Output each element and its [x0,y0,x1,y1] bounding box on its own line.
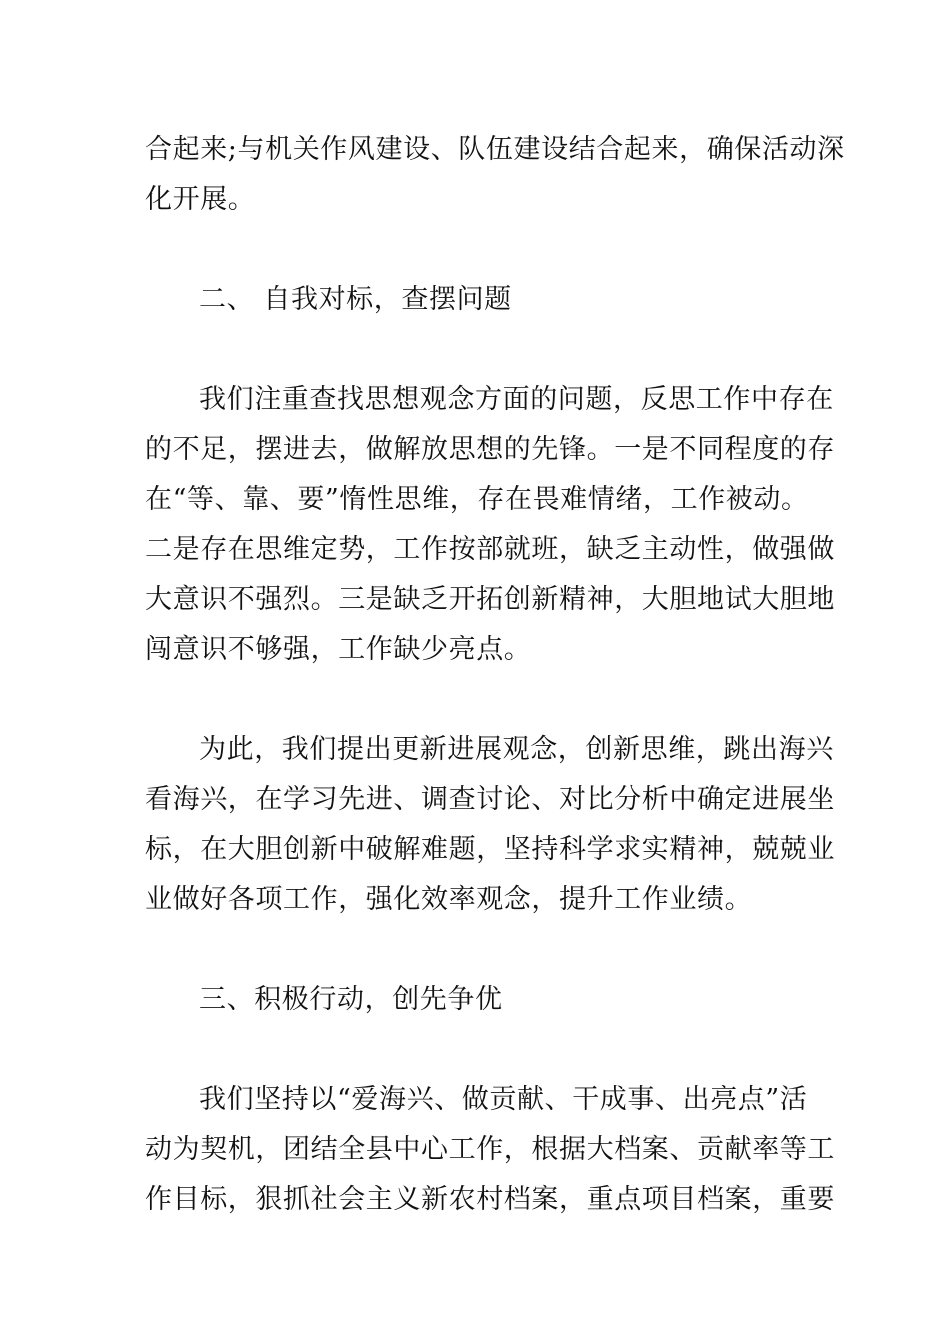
paragraph-line: 的不足，摆进去，做解放思想的先锋。一是不同程度的存 [145,434,835,465]
paragraph-line: 作目标，狠抓社会主义新农村档案，重点项目档案，重要 [145,1184,835,1215]
paragraph-line: 为此，我们提出更新进展观念，创新思维，跳出海兴 [199,734,834,765]
paragraph-line: 业做好各项工作，强化效率观念，提升工作业绩。 [145,884,753,915]
paragraph-line: 标，在大胆创新中破解难题，坚持科学求实精神，兢兢业 [145,834,835,865]
paragraph-line: 我们坚持以“爱海兴、做贡献、干成事、出亮点”活 [199,1084,808,1115]
paragraph-line: 化开展。 [145,184,256,215]
section-heading: 三、积极行动，创先争优 [199,984,503,1015]
section-heading: 二、 自我对标，查摆问题 [199,284,512,315]
paragraph-line: 闯意识不够强，工作缺少亮点。 [145,634,532,665]
paragraph-line: 大意识不强烈。三是缺乏开拓创新精神，大胆地试大胆地 [145,584,835,615]
paragraph-line: 在“等、靠、要”惰性思维，存在畏难情绪，工作被动。 [145,484,809,515]
paragraph-line: 合起来;与机关作风建设、队伍建设结合起来，确保活动深 [145,134,845,165]
paragraph-line: 我们注重查找思想观念方面的问题，反思工作中存在 [199,384,834,415]
paragraph-line: 看海兴，在学习先进、调查讨论、对比分析中确定进展坐 [145,784,835,815]
paragraph-line: 二是存在思维定势，工作按部就班，缺乏主动性，做强做 [145,534,835,565]
paragraph-line: 动为契机，团结全县中心工作，根据大档案、贡献率等工 [145,1134,835,1165]
